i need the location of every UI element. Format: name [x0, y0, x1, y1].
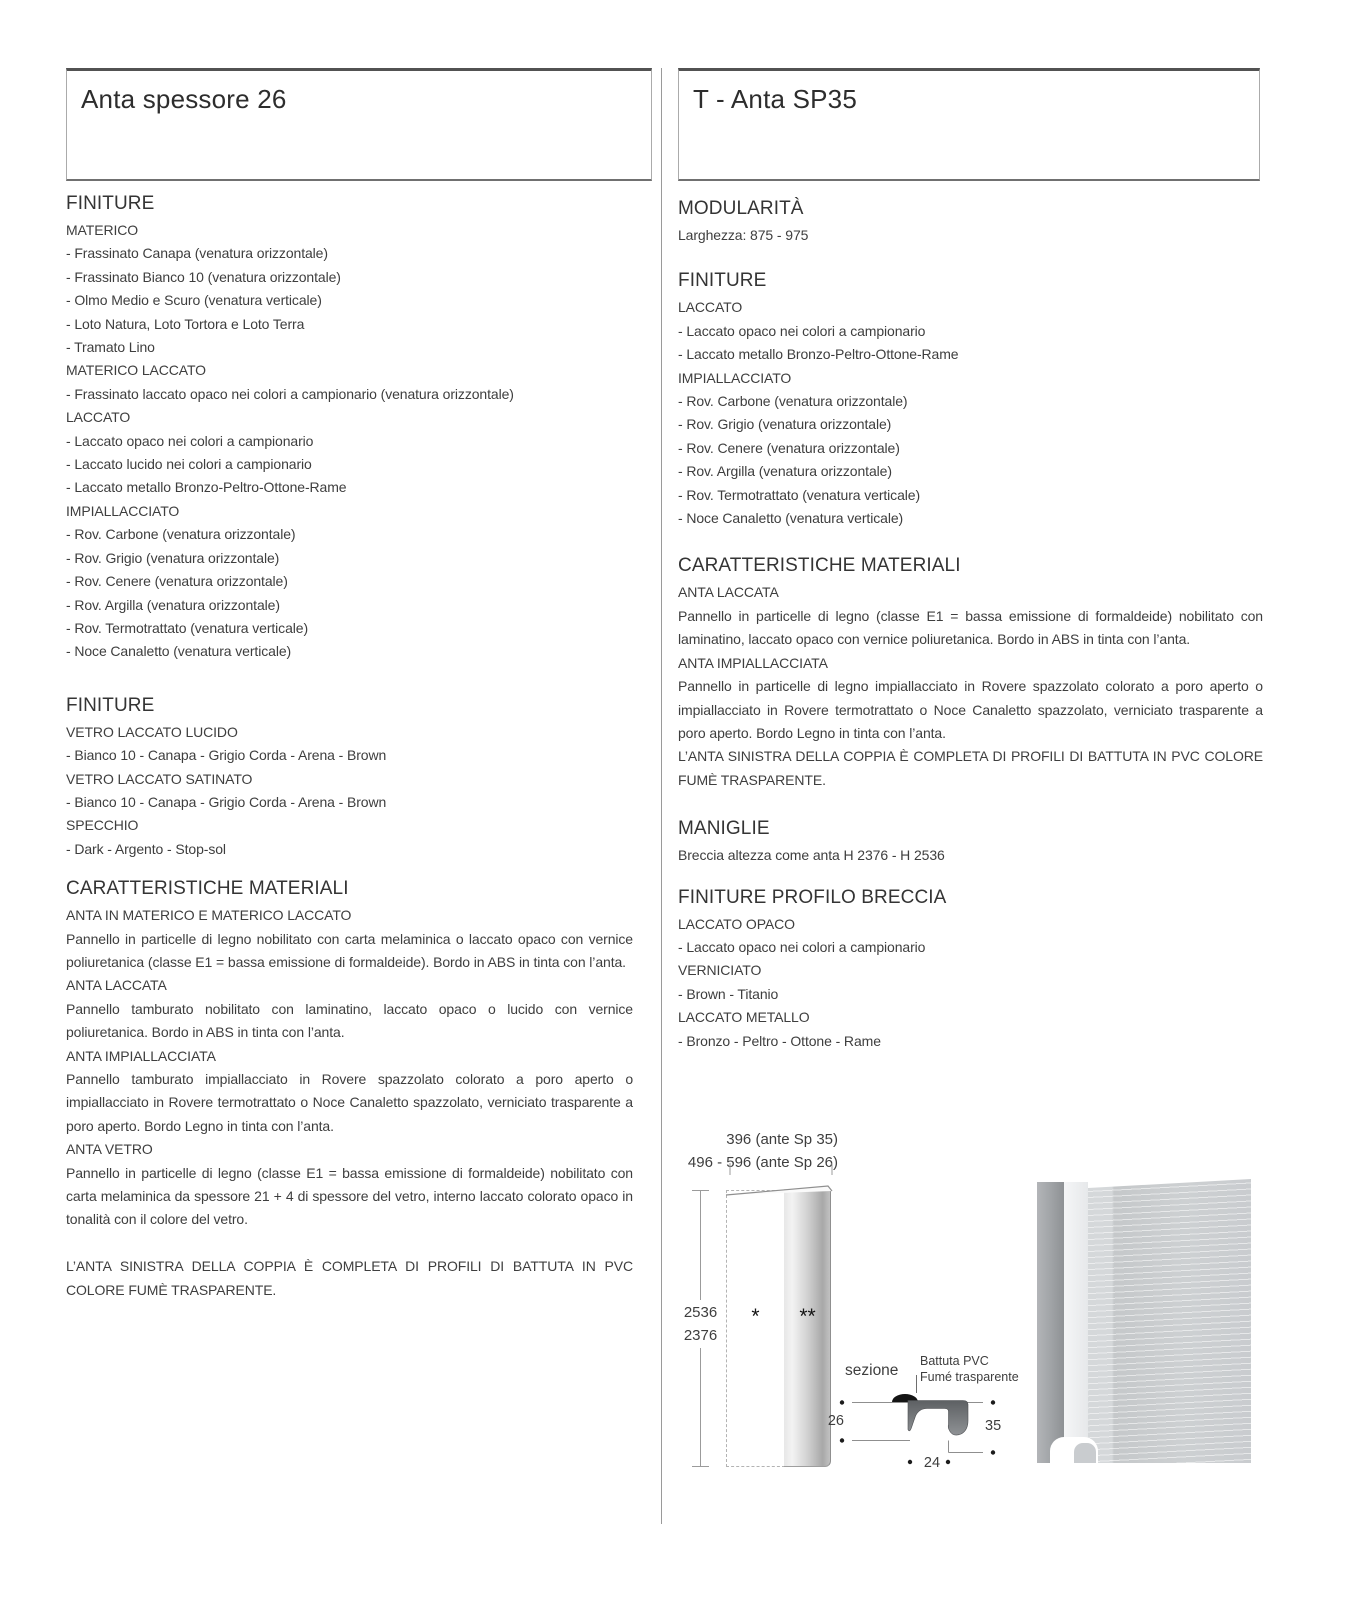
text-line-sub: ANTA IN MATERICO E MATERICO LACCATO — [66, 907, 352, 924]
text-line-para: Pannello in particelle di legno (classe E1 = bassa emissione di formaldeide) nobilitato con carta melaminica da spessore 21 + 4 di spessore del vetro, interno laccato colorato opaco in tonalità con il colore del vetro. — [66, 1164, 633, 1228]
text-line-line: Larghezza: 875 - 975 — [678, 227, 809, 243]
text-line-item: - Rov. Carbone (venatura orizzontale) — [66, 526, 296, 543]
text-line-item: - Rov. Argilla (venatura orizzontale) — [66, 596, 280, 613]
text-line-item: - Rov. Cenere (venatura orizzontale) — [66, 573, 288, 590]
text-line-sub: ANTA LACCATA — [678, 584, 779, 601]
render-panel-surface — [1088, 1179, 1251, 1463]
section-heading: MODULARITÀ — [678, 198, 804, 219]
text-line-sub: VETRO LACCATO SATINATO — [66, 770, 253, 787]
text-line-sub: ANTA IMPIALLACCIATA — [66, 1047, 216, 1064]
text-line-item: - Frassinato Bianco 10 (venatura orizzontale) — [66, 268, 341, 285]
text-line-item: - Laccato metallo Bronzo-Peltro-Ottone-Rame — [678, 346, 959, 363]
section-heading: FINITURE — [66, 193, 155, 214]
section-heading: CARATTERISTICHE MATERIALI — [678, 555, 961, 577]
section-heading: FINITURE — [66, 694, 155, 716]
text-line-sub: ANTA LACCATA — [66, 977, 167, 994]
column-divider — [661, 68, 662, 1524]
height-label-2536: 2536 — [683, 1304, 718, 1321]
text-line-para: Pannello tamburato impiallacciato in Rovere spazzolato colorato a poro aperto o impiallacciato in Rovere termotrattato o Noce Canaletto spazzolato, verniciato trasparente a poro aperto. Bordo Legno in tinta con l’anta. — [66, 1071, 633, 1134]
text-line-sub: LACCATO — [678, 299, 743, 316]
section-heading: CARATTERISTICHE MATERIALI — [66, 878, 349, 900]
text-line-sub: VETRO LACCATO LUCIDO — [66, 723, 238, 740]
width-label-sp26: 496 - 596 (ante Sp 26) — [687, 1154, 838, 1171]
dim-dot — [840, 1400, 844, 1404]
dim-dot — [991, 1450, 995, 1454]
section-caratteristiche-left — [66, 877, 633, 1302]
section-lines — [678, 296, 1263, 530]
render-handle-notch-inner — [1074, 1443, 1096, 1463]
dim-dot — [946, 1460, 950, 1464]
section-lines — [66, 904, 633, 1302]
section-lines — [678, 913, 1263, 1053]
battuta-label-line2: Fumé trasparente — [920, 1369, 1019, 1384]
text-line-item: - Frassinato laccato opaco nei colori a campionario (venatura orizzontale) — [66, 385, 514, 402]
text-line-item: - Rov. Grigio (venatura orizzontale) — [66, 549, 280, 566]
page-title-right: T - Anta SP35 — [693, 84, 857, 114]
width-label-sp35: 396 (ante Sp 35) — [726, 1131, 838, 1148]
text-line-item: - Frassinato Canapa (venatura orizzontale) — [66, 245, 328, 262]
column-right-content — [678, 197, 1263, 1053]
dimension-35: 35 — [985, 1418, 1002, 1434]
column-right — [678, 68, 1263, 1053]
breccia-profile-shape — [908, 1401, 968, 1436]
header-box-left — [66, 68, 652, 181]
render-groove-channel — [1064, 1182, 1088, 1463]
double-asterisk-mark: ** — [799, 1305, 816, 1328]
text-line-sub: ANTA VETRO — [66, 1141, 153, 1158]
dim-dot — [991, 1400, 995, 1404]
text-line-item: - Laccato opaco nei colori a campionario — [66, 432, 314, 449]
section-finiture-materico — [66, 192, 633, 664]
text-line-para: Pannello in particelle di legno impiallacciato in Rovere spazzolato colorato a poro aperto o impiallacciato in Rovere termotrattato o Noce Canaletto spazzolato, verniciato trasparente a poro aperto. Bordo Legno in tinta con l’anta. — [678, 678, 1263, 741]
text-line-item: - Bianco 10 - Canapa - Grigio Corda - Arena - Brown — [66, 793, 387, 810]
door-top-edge — [726, 1186, 832, 1195]
text-line-blank — [66, 1232, 633, 1255]
text-line-sub: MATERICO LACCATO — [66, 362, 206, 379]
text-line-item: - Rov. Cenere (venatura orizzontale) — [678, 439, 900, 456]
text-line-item: - Brown - Titanio — [678, 985, 779, 1002]
text-line-line: Breccia altezza come anta H 2376 - H 2536 — [678, 847, 945, 864]
section-modularita — [678, 197, 1263, 247]
single-asterisk-mark: * — [751, 1305, 760, 1328]
section-lines — [66, 219, 633, 664]
section-heading: MANIGLIE — [678, 818, 770, 840]
text-line-para: Pannello in particelle di legno nobilitato con carta melaminica o laccato opaco con vernice poliuretanica (classe E1 = bassa emissione di formaldeide). Bordo in ABS in tinta con l’anta. — [66, 930, 633, 970]
section-lines — [678, 224, 1263, 247]
battuta-label-line1: Battuta PVC — [920, 1354, 989, 1368]
section-finiture-profilo-breccia — [678, 886, 1263, 1053]
dimension-24: 24 — [923, 1455, 941, 1471]
text-line-item: - Noce Canaletto (venatura verticale) — [678, 510, 904, 527]
section-view-label: sezione — [845, 1362, 899, 1379]
render-handle-notch — [1050, 1437, 1098, 1463]
section-finiture-right — [678, 269, 1263, 530]
text-line-para: Pannello in particelle di legno (classe E1 = bassa emissione di formaldeide) nobilitato con laminatino, laccato opaco con vernice poliuretanica. Bordo in ABS in tinta con l’anta. — [678, 607, 1263, 648]
text-line-item: - Olmo Medio e Scuro (venatura verticale) — [66, 292, 322, 309]
dimension-26: 26 — [827, 1413, 844, 1429]
column-left — [66, 68, 652, 1302]
text-line-sub: VERNICIATO — [678, 962, 762, 979]
text-line-item: - Rov. Carbone (venatura orizzontale) — [678, 393, 908, 410]
text-line-sub: LACCATO METALLO — [678, 1009, 810, 1026]
page-title-left: Anta spessore 26 — [81, 84, 287, 114]
text-line-item: - Bronzo - Peltro - Ottone - Rame — [678, 1032, 881, 1049]
text-line-sub: IMPIALLACCIATO — [66, 502, 180, 519]
text-line-sub: LACCATO — [66, 409, 131, 426]
section-heading: FINITURE PROFILO BRECCIA — [678, 886, 947, 908]
text-line-sub: ANTA IMPIALLACCIATA — [678, 654, 828, 671]
render-edge-profile-bar — [1037, 1182, 1064, 1463]
text-line-item: - Rov. Grigio (venatura orizzontale) — [678, 416, 892, 433]
text-line-note: L’ANTA SINISTRA DELLA COPPIA È COMPLETA DI PROFILI DI BATTUTA IN PVC COLORE FUMÈ TRASPARENTE. — [678, 748, 1263, 788]
text-line-item: - Noce Canaletto (venatura verticale) — [66, 643, 292, 660]
text-line-item: - Laccato opaco nei colori a campionario — [678, 938, 926, 955]
text-line-para: Pannello tamburato nobilitato con laminatino, laccato opaco o lucido con vernice poliuretanica. Bordo in ABS in tinta con l’anta. — [66, 1000, 633, 1041]
section-heading: FINITURE — [678, 270, 767, 292]
column-left-content — [66, 192, 633, 1302]
technical-diagram — [678, 1125, 1263, 1495]
text-line-item: - Laccato lucido nei colori a campionario — [66, 456, 312, 473]
section-lines — [678, 581, 1263, 792]
text-line-item: - Bianco 10 - Canapa - Grigio Corda - Arena - Brown — [66, 747, 387, 764]
text-line-item: - Rov. Argilla (venatura orizzontale) — [678, 463, 892, 480]
text-line-item: - Rov. Termotrattato (venatura verticale) — [66, 619, 309, 636]
text-line-note: L’ANTA SINISTRA DELLA COPPIA È COMPLETA DI PROFILI DI BATTUTA IN PVC COLORE FUMÈ TRASPARENTE. — [66, 1258, 633, 1298]
text-line-sub: LACCATO OPACO — [678, 915, 795, 932]
text-line-item: - Laccato opaco nei colori a campionario — [678, 322, 926, 339]
dim-dot — [840, 1438, 844, 1442]
height-label-2376: 2376 — [683, 1327, 718, 1344]
header-box-right — [678, 68, 1260, 181]
text-line-item: - Rov. Termotrattato (venatura verticale) — [678, 486, 921, 503]
section-lines — [678, 844, 1263, 867]
section-maniglie — [678, 817, 1263, 867]
text-line-item: - Loto Natura, Loto Tortora e Loto Terra — [66, 315, 305, 332]
dim-dot — [908, 1460, 912, 1464]
panel-3d-render — [1006, 1179, 1251, 1463]
section-finiture-vetro — [66, 694, 633, 861]
section-caratteristiche-right — [678, 554, 1263, 792]
text-line-item: - Laccato metallo Bronzo-Peltro-Ottone-Rame — [66, 479, 347, 496]
text-line-sub: SPECCHIO — [66, 817, 139, 834]
text-line-item: - Tramato Lino — [66, 339, 155, 356]
text-line-sub: IMPIALLACCIATO — [678, 369, 792, 386]
text-line-sub: MATERICO — [66, 222, 139, 238]
text-line-item: - Dark - Argento - Stop-sol — [66, 840, 226, 857]
section-lines — [66, 721, 633, 861]
